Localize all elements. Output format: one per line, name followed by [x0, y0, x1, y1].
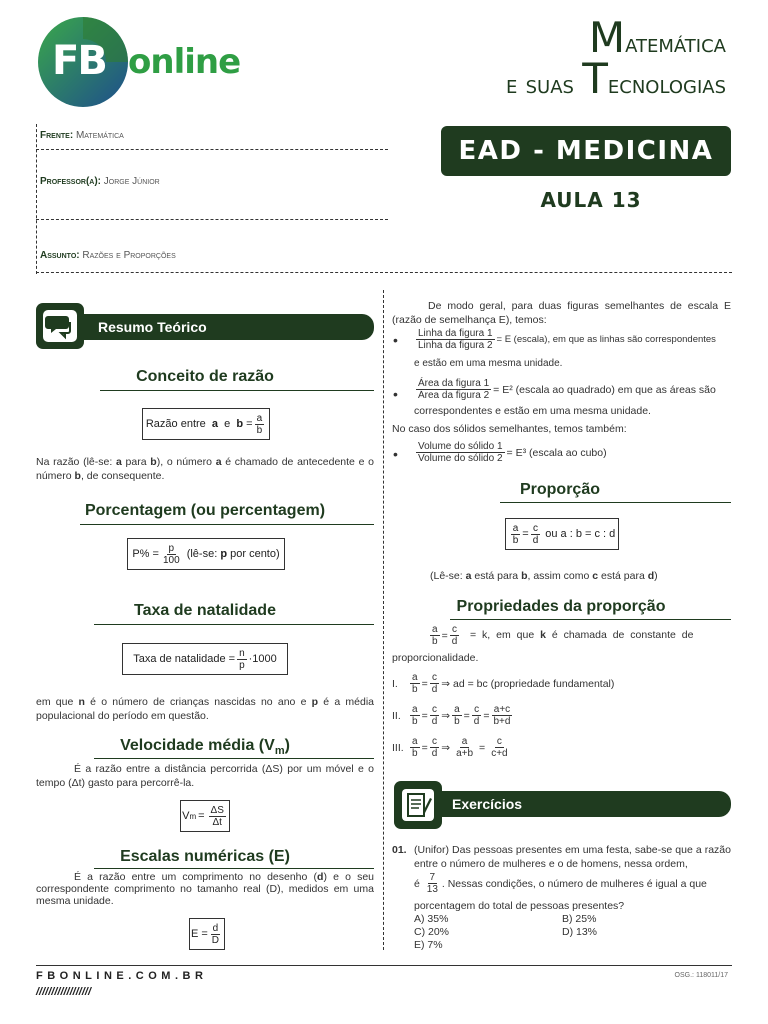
footer-osg: OSG.: 118011/17 [674, 972, 728, 979]
question-fraction-line [414, 872, 731, 895]
divider [36, 272, 732, 273]
esc-den: D [211, 934, 220, 946]
proporcao-read: (Lê-se: a está para b, assim como c está para d) [430, 570, 658, 582]
linha-rhs: = E (escala), em que as linhas são correspondentes [496, 334, 716, 345]
frac-den: d [431, 684, 438, 695]
volume-den: Volume do sólido 2 [418, 453, 503, 464]
prop-d1: b [512, 534, 519, 546]
frac-cd [430, 736, 440, 759]
ead-badge [441, 126, 731, 176]
constante-text: = k, em que k é chamada de constante de [470, 629, 694, 641]
resumo-title: Resumo Teórico [98, 319, 207, 335]
p2-label: II. [392, 709, 401, 722]
p3-d3: c+d [491, 748, 508, 759]
constante-text-2: proporcionalidade. [392, 652, 479, 664]
p1-label: I. [392, 677, 398, 690]
q-frac-den: 13 [426, 884, 438, 895]
volume-formula [414, 441, 607, 464]
taxa-den: p [239, 659, 245, 671]
title-line2-a: e suas [505, 70, 583, 100]
logo-online: online [128, 42, 241, 82]
vel-title-end: ) [284, 737, 290, 754]
taxa-text: em que n é o número de crianças nascidas no ano e p é a média populacional do período em questão. [36, 696, 374, 722]
frac-num: c [474, 704, 480, 715]
porcentagem-underline [80, 524, 374, 525]
frac-cd [472, 704, 482, 727]
p1-rhs: ad = bc (propriedade fundamental) [452, 677, 615, 690]
p2-d3: b+d [493, 716, 511, 727]
p3-n2: a [461, 736, 468, 747]
razao-text: Na razão (lê-se: a para b), o número a é chamado de antecedente e o número b, de consequente. [36, 456, 374, 482]
propriedade-3: III. $\frac{a}{b}$ = $\frac{c}{d}$ ⇒ $\frac{a}{a+b}$ = $\frac{c}{c+d}$ [392, 736, 508, 759]
p3-n3: c [496, 736, 502, 747]
frac-den: b [432, 636, 438, 647]
frac-ab [410, 704, 420, 727]
frac-num: a [412, 704, 418, 715]
meta-frente [40, 130, 124, 141]
taxa-fraction [237, 648, 247, 671]
logo-fb: FB [52, 38, 106, 84]
porc-fraction [161, 543, 182, 566]
frac-sum [491, 704, 512, 727]
frac-den: b [412, 716, 418, 727]
semelhanca-intro: De modo geral, para duas figuras semelhantes de escala E (razão de semelhança E), temos: [392, 300, 731, 326]
page-title [506, 14, 726, 104]
title-cap-t: T [582, 54, 608, 103]
proporcao-formula-box [505, 518, 619, 550]
vel-lhs-sub: m [189, 811, 197, 821]
escalas-heading: Escalas numéricas (E) [120, 848, 290, 865]
frac-num: a [432, 624, 438, 635]
q-frac-num: 7 [429, 872, 436, 883]
taxa-rhs: ·1000 [248, 653, 277, 665]
logo [36, 16, 241, 108]
chat-bubbles-icon [40, 307, 80, 345]
prop-fraction-ab [511, 523, 521, 546]
razao-fraction [255, 413, 265, 436]
esc-lhs: E = [190, 928, 208, 940]
escalas-text: É a razão entre um comprimento no desenho (d) e o seu correspondente comprimento no tamanho real (D), medidos em uma mesma unidade. [36, 871, 375, 907]
volume-fraction [416, 441, 505, 464]
frac-a-apb [454, 736, 475, 759]
vel-eq: = [198, 810, 205, 822]
divider [36, 219, 388, 220]
assunto-value: Razões e Proporções [82, 250, 176, 261]
exercicios-title: Exercícios [452, 796, 523, 812]
frac-num: c [431, 736, 437, 747]
velocidade-underline [94, 758, 374, 759]
title-line2-rest: ecnologias [607, 70, 726, 100]
razao-formula-box [142, 408, 270, 440]
option-c[interactable]: C) 20% [414, 926, 450, 938]
p3-d2: a+b [456, 748, 474, 759]
notepad-pencil-icon [399, 786, 437, 824]
frente-label: Frente: [40, 130, 74, 141]
exercicios-icon [394, 781, 442, 829]
bullet: • [393, 386, 398, 402]
vel-title-sub: m [274, 745, 285, 758]
vel-fraction [209, 805, 226, 828]
prop-fraction-cd [531, 523, 541, 546]
question-e: é [414, 877, 420, 890]
vel-num: ΔS [210, 804, 224, 816]
question-number: 01. [392, 844, 407, 856]
frac-den: d [431, 716, 438, 727]
porc-den: 100 [162, 554, 180, 566]
propriedade-2: II. $\frac{a}{b}$ = $\frac{c}{d}$ ⇒ $\frac{a}{b}$ = $\frac{c}{d}$ = $\frac{a+c}{b+d}$ [392, 704, 511, 727]
velocidade-text: É a razão entre a distância percorrida (ΔS) por um móvel e o tempo (Δt) gasto para percorrê-la. [36, 763, 374, 789]
resumo-banner [82, 314, 374, 340]
frac-den: d [473, 716, 480, 727]
option-e[interactable]: E) 7% [414, 939, 443, 951]
footer-slashes: ////////////////// [36, 986, 92, 998]
escalas-underline [94, 868, 374, 869]
frac-cd [430, 704, 440, 727]
taxa-lhs: Taxa de natalidade = [133, 653, 236, 665]
frac-num: a [454, 704, 460, 715]
proporcao-underline [500, 502, 731, 503]
assunto-label: Assunto: [40, 250, 80, 261]
linha-formula [414, 328, 716, 351]
solidos-intro: No caso dos sólidos semelhantes, temos também: [392, 423, 627, 435]
column-divider [383, 290, 384, 950]
porc-num: p [168, 542, 175, 554]
frac-ab [452, 704, 462, 727]
exercicios-banner [440, 791, 731, 817]
frac-den: d [431, 748, 438, 759]
volume-rhs: = E³ (escala ao cubo) [506, 446, 607, 459]
prop-n2: c [532, 522, 538, 534]
frac-c-cpd [489, 736, 509, 759]
header-vline-left [36, 124, 37, 274]
velocidade-formula-box [180, 800, 230, 832]
razao-den: b [256, 424, 263, 436]
frac-cd [430, 672, 440, 695]
p3-label: III. [392, 741, 404, 754]
propriedades-underline [450, 619, 731, 620]
taxa-formula-box [122, 643, 288, 675]
linha-cont: e estão em uma mesma unidade. [414, 358, 563, 369]
frac-num: a [412, 672, 418, 683]
title-cap-m: M [588, 13, 626, 62]
constante-formula: $\frac{a}{b}$ = $\frac{c}{d}$ [432, 624, 458, 647]
meta-professor [40, 176, 160, 187]
footer-rule [36, 965, 732, 966]
esc-fraction [210, 923, 221, 946]
area-num: Área da figura 1 [418, 378, 490, 389]
p2-n3: a+c [493, 704, 511, 715]
question-text-1: (Unifor) Das pessoas presentes em uma festa, sabe-se que a razão entre o número de mulheres e o de homens, nessa ordem, [414, 844, 731, 870]
professor-value: Jorge Júnior [103, 176, 160, 187]
porcentagem-formula-box [127, 538, 285, 570]
propriedade-1: I. $\frac{a}{b}$ = $\frac{c}{d}$ ⇒ ad = bc (propriedade fundamental) [392, 672, 615, 695]
resumo-icon [36, 303, 84, 349]
linha-num: Linha da figura 1 [418, 328, 493, 339]
area-rhs: = E² (escala ao quadrado) em que as áreas são [493, 383, 716, 396]
porc-lhs: P% = [132, 548, 159, 560]
meta-assunto [40, 250, 176, 261]
frac-num: a [412, 736, 418, 747]
taxa-num: n [239, 647, 245, 659]
vel-den: Δt [212, 816, 222, 828]
taxa-heading: Taxa de natalidade [134, 602, 276, 619]
professor-label: Professor(a): [40, 176, 101, 187]
frac-den: b [412, 748, 418, 759]
porcentagem-heading: Porcentagem (ou percentagem) [84, 502, 326, 519]
frac-num: c [431, 704, 437, 715]
question-fraction [425, 872, 440, 895]
area-formula [414, 378, 716, 401]
porc-rhs: (lê-se: p por cento) [183, 548, 280, 560]
divider [36, 149, 388, 150]
ead-badge-text: EAD - MEDICINA [458, 136, 714, 166]
razao-box-text: Razão entre a e b = [145, 418, 253, 430]
taxa-underline [94, 624, 374, 625]
esc-num: d [212, 922, 219, 934]
razao-heading: Conceito de razão [136, 368, 274, 385]
option-b[interactable]: B) 25% [562, 913, 597, 925]
option-a[interactable]: A) 35% [414, 913, 449, 925]
prop-rhs: ou a : b = c : d [545, 528, 616, 540]
question-text-3: porcentagem do total de pessoas presentes? [414, 900, 625, 912]
title-line1-rest: atemática [625, 29, 726, 59]
prop-d2: d [532, 534, 539, 546]
frac-den: b [412, 684, 418, 695]
footer-site: FBONLINE.COM.BR [36, 970, 208, 982]
const-frac-ab [430, 624, 440, 647]
const-frac-cd [450, 624, 460, 647]
area-den: Área da figura 2 [418, 390, 490, 401]
bullet: • [393, 332, 398, 348]
prop-eq: = [522, 528, 529, 540]
vel-lhs: V [182, 810, 190, 822]
area-fraction [416, 378, 491, 401]
frente-value: Matemática [75, 130, 124, 141]
proporcao-heading: Proporção [519, 481, 600, 498]
frac-ab [410, 736, 420, 759]
vel-title: Velocidade média (V [120, 737, 275, 754]
volume-num: Volume do sólido 1 [418, 441, 503, 452]
area-cont: correspondentes e estão em uma mesma unidade. [414, 405, 651, 417]
bullet: • [393, 446, 398, 462]
razao-num: a [256, 412, 263, 424]
propriedades-heading: Propriedades da proporção [456, 598, 666, 615]
frac-den: b [454, 716, 460, 727]
frac-ab [410, 672, 420, 695]
aula-number: AULA 13 [540, 188, 642, 212]
frac-num: c [431, 672, 437, 683]
linha-fraction [416, 328, 495, 351]
frac-num: c [451, 624, 457, 635]
escala-formula-box [189, 918, 225, 950]
velocidade-heading [60, 737, 350, 757]
razao-underline [100, 390, 374, 391]
prop-n1: a [512, 522, 519, 534]
option-d[interactable]: D) 13% [562, 926, 598, 938]
question-text-2: . Nessas condições, o número de mulheres é igual a que [441, 877, 707, 890]
frac-den: d [451, 636, 458, 647]
linha-den: Linha da figura 2 [418, 340, 493, 351]
